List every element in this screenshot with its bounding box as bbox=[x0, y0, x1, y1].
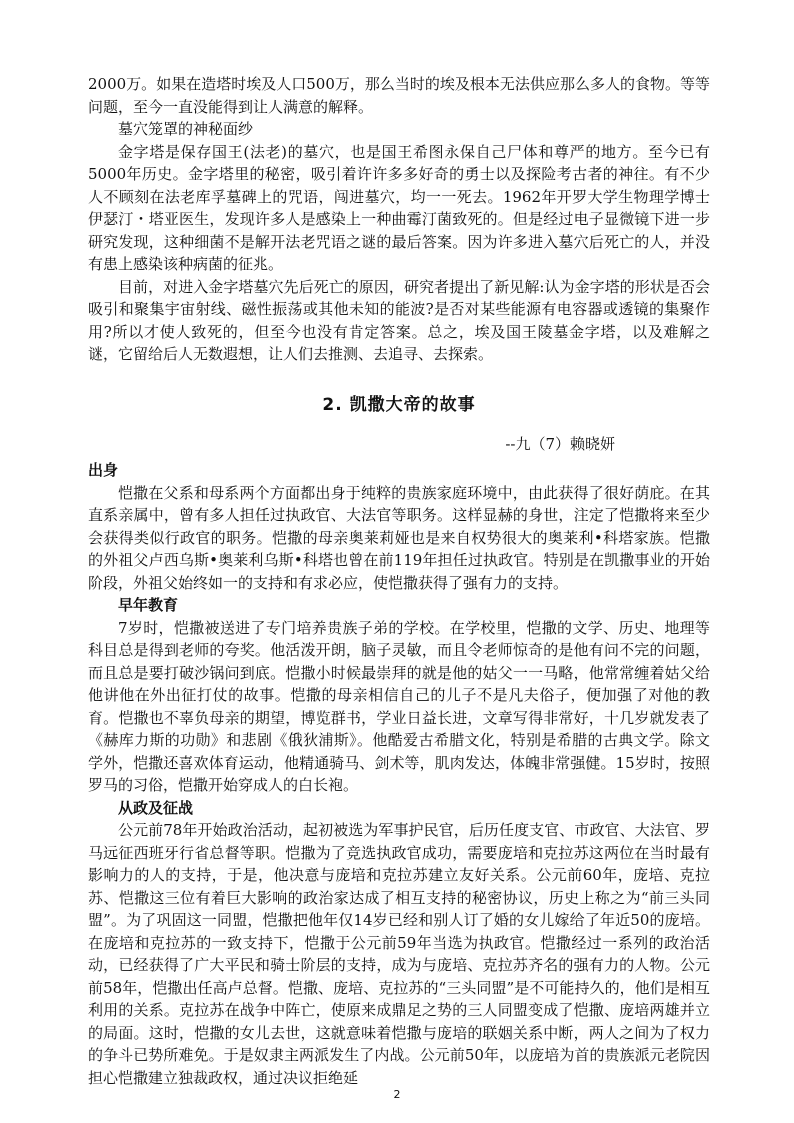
subheading-origin: 出身 bbox=[88, 461, 119, 479]
page-content bbox=[88, 73, 710, 1089]
paragraph-continued: 2000万。如果在造塔时埃及人口500万，那么当时的埃及根本无法供应那么多人的食物。等等问题，至今一直没能得到让人满意的解释。 bbox=[88, 75, 710, 116]
paragraph-current-research: 目前，对进入金字塔墓穴先后死亡的原因，研究者提出了新见解:认为金字塔的形状是否会吸引和聚集宇宙射线、磁性振荡或其他未知的能波?是否对某些能源有电容器或透镜的集聚作用?所以才使人致死的，但至今也没有肯定答案。总之，埃及国王陵墓金字塔，以及难解之谜，它留给后人无数遐想，让人们去推测、去追寻、去探索。 bbox=[88, 277, 710, 363]
subheading-early-education: 早年教育 bbox=[118, 596, 179, 614]
page-number: 2 bbox=[393, 1088, 401, 1101]
subheading-tomb-mystery: 墓穴笼罩的神秘面纱 bbox=[118, 120, 254, 138]
paragraph-pyramid-tomb: 金字塔是保存国王(法老)的墓穴，也是国王希图永保自己尸体和尊严的地方。至今已有5000年历史。金字塔里的秘密，吸引着许许多多好奇的勇士以及探险考古者的神往。有不少人不顾刻在法老库孚墓碑上的咒语，闯进墓穴，均一一死去。1962年开罗大学生物理学博士伊瑟汀・塔亚医生，发现许多人是感染上一种曲霉汀菌致死的。但是经过电子显微镜下进一步研究发现，这种细菌不是解开法老咒语之谜的最后答案。因为许多进入墓穴后死亡的人，并没有患上感染该种病菌的征兆。 bbox=[88, 142, 710, 273]
subheading-politics-war: 从政及征战 bbox=[118, 798, 194, 817]
author-byline: --九（7）赖晓妍 bbox=[505, 434, 615, 453]
paragraph-early-education: 7岁时，恺撒被送进了专门培养贵族子弟的学校。在学校里，恺撒的文学、历史、地理等科目总是得到老师的夸奖。他活泼开朗，脑子灵敏，而且令老师惊奇的是他有问不完的问题，而且总是要打破沙锅问到底。恺撒小时候最崇拜的就是他的姑父一一马略，他常常缠着姑父给他讲他在外出征打仗的故事。恺撒的母亲相信自己的儿子不是凡夫俗子，便加强了对他的教育。恺撒也不辜负母亲的期望，博览群书，学业日益长进，文章写得非常好，十几岁就发表了《赫库力斯的功勋》和悲剧《俄狄浦斯》。他酷爱古希腊文化，特别是希腊的古典文学。除文学外，恺撒还喜欢体育运动，他精通骑马、剑术等，肌肉发达，体魄非常强健。15岁时，按照罗马的习俗，恺撒开始穿成人的白长袍。 bbox=[88, 618, 710, 794]
paragraph-politics-war: 公元前78年开始政治活动，起初被选为军事护民官，后历任度支官、市政官、大法官、罗马远征西班牙行省总督等职。恺撒为了竞选执政官成功，需要庞培和克拉苏这两位在当时最有影响力的人的支持，于是，他决意与庞培和克拉苏建立友好关系。公元前60年，庞培、克拉苏、恺撒这三位有着巨大影响的政治家达成了相互支持的秘密协议，历史上称之为“前三头同盟”。为了巩固这一同盟，恺撒把他年仅14岁已经和别人订了婚的女儿嫁给了年近50的庞培。在庞培和克拉苏的一致支持下，恺撒于公元前59年当选为执政官。恺撒经过一系列的政治活动，已经获得了广大平民和骑士阶层的支持，成为与庞培、克拉苏齐名的强有力的人物。公元前58年，恺撒出任高卢总督。恺撒、庞培、克拉苏的“三头同盟”是不可能持久的，他们是相互利用的关系。克拉苏在战争中阵亡，使原来成鼎足之势的三人同盟变成了恺撒、庞培两雄并立的局面。这时，恺撒的女儿去世，这就意味着恺撒与庞培的联姻关系中断，两人之间为了权力的争斗已势所难免。于是奴隶主两派发生了内战。公元前50年，以庞培为首的贵族派元老院因担心恺撒建立独裁政权，通过决议拒绝延 bbox=[88, 821, 710, 1087]
paragraph-origin: 恺撒在父系和母系两个方面都出身于纯粹的贵族家庭环境中，由此获得了很好荫庇。在其直系亲属中，曾有多人担任过执政官、大法官等职务。这样显赫的身世，注定了恺撒将来至少会获得类似行政官的职务。恺撒的母亲奥莱莉娅也是来自权势很大的奥莱利•科塔家族。恺撒的外祖父卢西乌斯•奥莱利乌斯•科塔也曾在前119年担任过执政官。特别是在凯撒事业的开始阶段，外祖父始终如一的支持和有求必应，使恺撒获得了强有力的支持。 bbox=[88, 483, 710, 592]
section-title: 2. 凯撒大帝的故事 bbox=[322, 394, 476, 415]
